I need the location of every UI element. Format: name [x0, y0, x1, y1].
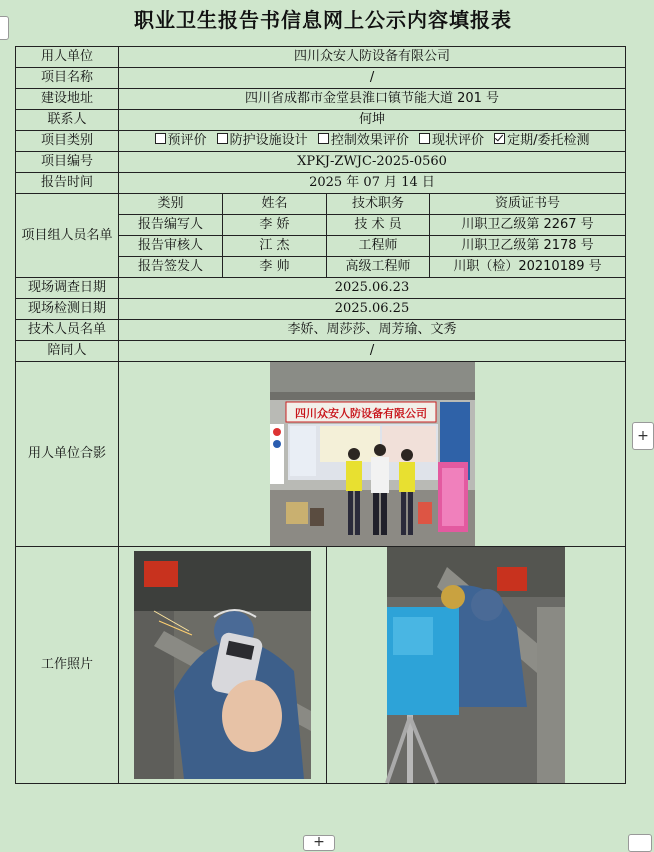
row-project-no [16, 152, 626, 173]
group-photo[interactable] [270, 362, 475, 546]
group-photo-cell [119, 362, 626, 547]
info-table [15, 46, 626, 784]
checkbox-periodic-test[interactable] [494, 133, 505, 144]
value-project-name: / [119, 68, 626, 89]
value-test-date: 2025.06.25 [119, 299, 626, 320]
category-options [119, 131, 626, 152]
team-cell: 江 杰 [223, 236, 327, 257]
team-cell: 高级工程师 [327, 257, 430, 278]
work-photo-cell-2 [327, 547, 626, 784]
checkbox-control-eval[interactable] [318, 133, 329, 144]
team-cell: 川职卫乙级第 2178 号 [430, 236, 626, 257]
team-cell: 工程师 [327, 236, 430, 257]
work-photo-2[interactable] [387, 547, 565, 783]
row-test-date [16, 299, 626, 320]
add-button-bottom[interactable]: + [303, 835, 335, 851]
team-cell: 川职（检）20210189 号 [430, 257, 626, 278]
label-report-time: 报告时间 [16, 173, 119, 194]
value-address: 四川省成都市金堂县淮口镇节能大道 201 号 [119, 89, 626, 110]
label-work-photos: 工作照片 [16, 547, 119, 784]
checkbox-status-eval[interactable] [419, 133, 430, 144]
team-header-cert: 资质证书号 [430, 194, 626, 215]
value-project-no: XPKJ-ZWJC-2025-0560 [119, 152, 626, 173]
company-sign-text: 四川众安人防设备有限公司 [294, 407, 427, 420]
label-group-photo: 用人单位合影 [16, 362, 119, 547]
team-cell: 报告编写人 [119, 215, 223, 236]
label-team: 项目组人员名单 [16, 194, 119, 278]
add-button-right[interactable]: + [632, 422, 654, 450]
team-cell: 李 帅 [223, 257, 327, 278]
team-cell: 川职卫乙级第 2267 号 [430, 215, 626, 236]
team-cell: 报告审核人 [119, 236, 223, 257]
right-bottom-tab[interactable] [628, 834, 652, 852]
row-report-time [16, 173, 626, 194]
option-control-eval: 控制效果评价 [318, 133, 409, 148]
team-header-name: 姓名 [223, 194, 327, 215]
label-address: 建设地址 [16, 89, 119, 110]
label-escort: 陪同人 [16, 341, 119, 362]
row-group-photo [16, 362, 626, 547]
team-cell: 报告签发人 [119, 257, 223, 278]
row-employer [16, 47, 626, 68]
label-contact: 联系人 [16, 110, 119, 131]
label-survey-date: 现场调查日期 [16, 278, 119, 299]
option-pre-eval: 预评价 [155, 133, 207, 148]
team-cell: 李 娇 [223, 215, 327, 236]
row-escort [16, 341, 626, 362]
team-cell: 技 术 员 [327, 215, 430, 236]
label-employer: 用人单位 [16, 47, 119, 68]
row-project-name [16, 68, 626, 89]
label-tech-staff: 技术人员名单 [16, 320, 119, 341]
left-edge-tab[interactable] [0, 16, 9, 40]
row-survey-date [16, 278, 626, 299]
row-work-photos [16, 547, 626, 784]
row-contact [16, 110, 626, 131]
checkbox-protection-design[interactable] [217, 133, 228, 144]
label-project-no: 项目编号 [16, 152, 119, 173]
work-photo-cell-1 [119, 547, 327, 784]
team-header-category: 类别 [119, 194, 223, 215]
checkbox-pre-eval[interactable] [155, 133, 166, 144]
row-tech-staff [16, 320, 626, 341]
team-header-row [16, 194, 626, 215]
team-header-title: 技术职务 [327, 194, 430, 215]
value-escort: / [119, 341, 626, 362]
row-address [16, 89, 626, 110]
label-project-name: 项目名称 [16, 68, 119, 89]
label-category: 项目类别 [16, 131, 119, 152]
value-employer: 四川众安人防设备有限公司 [119, 47, 626, 68]
value-tech-staff: 李娇、周莎莎、周芳瑜、文秀 [119, 320, 626, 341]
work-photo-1[interactable] [134, 551, 311, 779]
page-title: 职业卫生报告书信息网上公示内容填报表 [134, 8, 512, 32]
value-contact: 何坤 [119, 110, 626, 131]
row-category [16, 131, 626, 152]
option-periodic-test: 定期/委托检测 [494, 133, 589, 148]
value-report-time: 2025 年 07 月 14 日 [119, 173, 626, 194]
option-status-eval: 现状评价 [419, 133, 484, 148]
value-survey-date: 2025.06.23 [119, 278, 626, 299]
label-test-date: 现场检测日期 [16, 299, 119, 320]
option-protection-design: 防护设施设计 [217, 133, 308, 148]
